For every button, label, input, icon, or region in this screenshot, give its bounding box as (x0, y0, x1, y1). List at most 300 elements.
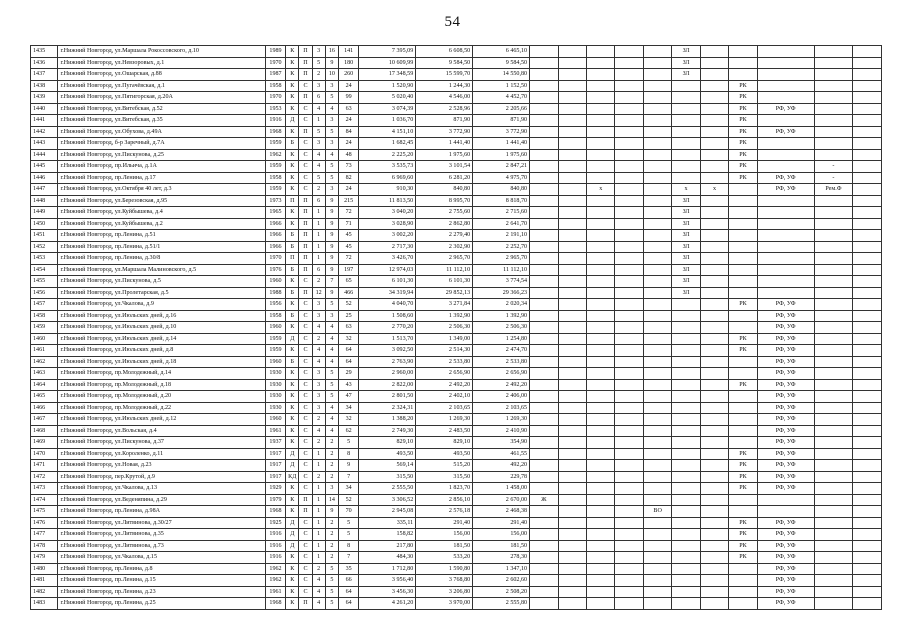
address-cell: г.Нижний Новгород, пр.Ленина, д.25 (58, 598, 265, 610)
mark-cell (757, 494, 814, 506)
mark-cell (586, 115, 614, 127)
table-row (31, 494, 882, 506)
mark-cell: Рем.Ф (814, 184, 853, 196)
mark-cell (814, 195, 853, 207)
type-cell: С (299, 471, 312, 483)
mark-cell (586, 506, 614, 518)
mark-cell (586, 437, 614, 449)
mark-cell (643, 207, 671, 219)
mark-cell (700, 448, 728, 460)
apartments-cell: 43 (338, 379, 358, 391)
mark-cell (853, 414, 882, 426)
material-cell: К (286, 276, 299, 288)
mark-cell (853, 103, 882, 115)
year-cell: 1959 (265, 333, 285, 345)
mark-cell (615, 264, 643, 276)
row-number: 1470 (31, 448, 58, 460)
mark-cell (853, 529, 882, 541)
material-cell: Д (286, 460, 299, 472)
residential-area-cell: 2 406,00 (473, 391, 530, 403)
mark-cell: РФ, УФ (757, 379, 814, 391)
mark-cell (643, 540, 671, 552)
mark-cell (643, 586, 671, 598)
total-area-cell: 2 801,50 (359, 391, 416, 403)
entrances-cell: 5 (325, 586, 338, 598)
mark-cell (530, 402, 558, 414)
address-cell: г.Нижний Новгород, ул.Чкалова, д.13 (58, 483, 265, 495)
type-cell: С (299, 483, 312, 495)
total-area-cell: 1 513,70 (359, 333, 416, 345)
row-number: 1466 (31, 402, 58, 414)
material-cell: К (286, 402, 299, 414)
entrances-cell: 2 (325, 471, 338, 483)
table-row (31, 506, 882, 518)
mark-cell (757, 506, 814, 518)
apartments-cell: 63 (338, 103, 358, 115)
floors-cell: 3 (312, 391, 325, 403)
mark-cell (643, 448, 671, 460)
apartments-cell: 180 (338, 57, 358, 69)
mark-cell (615, 230, 643, 242)
floors-cell: 1 (312, 253, 325, 265)
mark-cell (558, 310, 586, 322)
mark-cell: РФ, УФ (757, 460, 814, 472)
residential-area-cell: 492,20 (473, 460, 530, 472)
material-cell: К (286, 218, 299, 230)
residential-area-cell: 29 366,23 (473, 287, 530, 299)
mark-cell (558, 207, 586, 219)
year-cell: 1966 (265, 241, 285, 253)
mark-cell (729, 287, 757, 299)
mark-cell (814, 126, 853, 138)
mark-cell (558, 517, 586, 529)
apartments-cell: 34 (338, 402, 358, 414)
mark-cell: РФ, УФ (757, 356, 814, 368)
mark-cell (586, 92, 614, 104)
mark-cell (530, 425, 558, 437)
address-cell: г.Нижний Новгород, ул.Куйбышева, д.2 (58, 218, 265, 230)
entrances-cell: 5 (325, 126, 338, 138)
floors-cell: 2 (312, 437, 325, 449)
apartments-cell: 72 (338, 207, 358, 219)
mark-cell (853, 69, 882, 81)
mark-cell (853, 494, 882, 506)
apartments-cell: 45 (338, 230, 358, 242)
floors-cell: 1 (312, 115, 325, 127)
type-cell: П (299, 195, 312, 207)
mark-cell (615, 253, 643, 265)
address-cell: г.Нижний Новгород, ул.Куйбышева, д.4 (58, 207, 265, 219)
mark-cell (853, 207, 882, 219)
apartments-cell: 260 (338, 69, 358, 81)
mark-cell (586, 471, 614, 483)
table-row (31, 529, 882, 541)
mark-cell (853, 552, 882, 564)
mark-cell (853, 448, 882, 460)
mark-cell (700, 563, 728, 575)
living-area-cell: 1 392,90 (416, 310, 473, 322)
mark-cell (700, 172, 728, 184)
mark-cell (643, 460, 671, 472)
row-number: 1441 (31, 115, 58, 127)
mark-cell (853, 506, 882, 518)
mark-cell (558, 195, 586, 207)
mark-cell: РК (729, 379, 757, 391)
mark-cell (853, 241, 882, 253)
mark-cell (700, 299, 728, 311)
entrances-cell: 9 (325, 264, 338, 276)
mark-cell (700, 517, 728, 529)
residential-area-cell: 1 392,90 (473, 310, 530, 322)
entrances-cell: 5 (325, 299, 338, 311)
floors-cell: 1 (312, 207, 325, 219)
mark-cell (530, 437, 558, 449)
mark-cell (586, 529, 614, 541)
floors-cell: 1 (312, 506, 325, 518)
material-cell: П (286, 253, 299, 265)
mark-cell: РФ, УФ (757, 563, 814, 575)
material-cell: К (286, 379, 299, 391)
floors-cell: 2 (312, 276, 325, 288)
mark-cell (729, 402, 757, 414)
year-cell: 1970 (265, 253, 285, 265)
entrances-cell: 7 (325, 276, 338, 288)
mark-cell (643, 253, 671, 265)
entrances-cell: 2 (325, 517, 338, 529)
residential-area-cell: 2 252,70 (473, 241, 530, 253)
mark-cell: РК (729, 299, 757, 311)
floors-cell: 1 (312, 448, 325, 460)
mark-cell (586, 586, 614, 598)
mark-cell: РФ, УФ (757, 402, 814, 414)
type-cell: С (299, 299, 312, 311)
total-area-cell: 10 609,99 (359, 57, 416, 69)
residential-area-cell: 3 772,90 (473, 126, 530, 138)
mark-cell (672, 460, 700, 472)
mark-cell (814, 506, 853, 518)
mark-cell (530, 172, 558, 184)
mark-cell (757, 207, 814, 219)
type-cell: С (299, 460, 312, 472)
address-cell: г.Нижний Новгород, ул.Литвинова, д.73 (58, 540, 265, 552)
living-area-cell: 2 533,80 (416, 356, 473, 368)
mark-cell (814, 46, 853, 58)
row-number: 1460 (31, 333, 58, 345)
mark-cell (729, 310, 757, 322)
type-cell: П (299, 287, 312, 299)
living-area-cell: 2 862,80 (416, 218, 473, 230)
mark-cell (558, 471, 586, 483)
mark-cell (729, 563, 757, 575)
total-area-cell: 5 020,40 (359, 92, 416, 104)
floors-cell: 3 (312, 46, 325, 58)
address-cell: г.Нижний Новгород, ул.Ошарская, д.88 (58, 69, 265, 81)
mark-cell (558, 287, 586, 299)
mark-cell (814, 575, 853, 587)
address-cell: г.Нижний Новгород, ул.Новая, д.23 (58, 460, 265, 472)
entrances-cell: 4 (325, 103, 338, 115)
mark-cell (729, 586, 757, 598)
mark-cell (814, 586, 853, 598)
address-cell: г.Нижний Новгород, пр.Ленина, д.8 (58, 563, 265, 575)
mark-cell (586, 230, 614, 242)
material-cell: К (286, 57, 299, 69)
type-cell: С (299, 586, 312, 598)
mark-cell: ЗЛ (672, 57, 700, 69)
type-cell: П (299, 230, 312, 242)
mark-cell (700, 575, 728, 587)
mark-cell: ЗЛ (672, 276, 700, 288)
mark-cell (530, 460, 558, 472)
mark-cell (757, 241, 814, 253)
entrances-cell: 4 (325, 414, 338, 426)
mark-cell: РФ, УФ (757, 322, 814, 334)
entrances-cell: 5 (325, 391, 338, 403)
type-cell: П (299, 46, 312, 58)
mark-cell: РФ, УФ (757, 310, 814, 322)
type-cell: П (299, 241, 312, 253)
apartments-cell: 64 (338, 598, 358, 610)
address-cell: г.Нижний Новгород, пер.Крутой, д.9 (58, 471, 265, 483)
mark-cell: РФ, УФ (757, 552, 814, 564)
apartments-cell: 5 (338, 437, 358, 449)
mark-cell (558, 414, 586, 426)
row-number: 1450 (31, 218, 58, 230)
year-cell: 1960 (265, 276, 285, 288)
mark-cell (757, 161, 814, 173)
mark-cell (700, 391, 728, 403)
mark-cell (615, 138, 643, 150)
mark-cell (586, 563, 614, 575)
table-row (31, 379, 882, 391)
row-number: 1442 (31, 126, 58, 138)
living-area-cell: 6 281,20 (416, 172, 473, 184)
type-cell: С (299, 575, 312, 587)
residential-area-cell: 181,50 (473, 540, 530, 552)
living-area-cell: 2 302,90 (416, 241, 473, 253)
apartments-cell: 72 (338, 253, 358, 265)
residential-area-cell: 4 452,70 (473, 92, 530, 104)
residential-area-cell: 1 254,80 (473, 333, 530, 345)
year-cell: 1958 (265, 172, 285, 184)
type-cell: С (299, 391, 312, 403)
address-cell: г.Нижний Новгород, ул.Короленко, д.11 (58, 448, 265, 460)
total-area-cell: 2 770,20 (359, 322, 416, 334)
mark-cell (643, 517, 671, 529)
type-cell: С (299, 138, 312, 150)
mark-cell (672, 425, 700, 437)
table-row (31, 333, 882, 345)
floors-cell: 5 (312, 172, 325, 184)
residential-area-cell: 2 533,80 (473, 356, 530, 368)
mark-cell (853, 345, 882, 357)
mark-cell: РФ, УФ (757, 345, 814, 357)
entrances-cell: 9 (325, 195, 338, 207)
mark-cell (586, 540, 614, 552)
mark-cell (700, 149, 728, 161)
type-cell: П (299, 598, 312, 610)
mark-cell (814, 69, 853, 81)
row-number: 1440 (31, 103, 58, 115)
total-area-cell: 3 456,30 (359, 586, 416, 598)
mark-cell (586, 57, 614, 69)
living-area-cell: 2 965,70 (416, 253, 473, 265)
mark-cell: РК (729, 529, 757, 541)
mark-cell (729, 57, 757, 69)
mark-cell: ЗЛ (672, 46, 700, 58)
mark-cell (814, 552, 853, 564)
address-cell: г.Нижний Новгород, ул.Чкалова, д.15 (58, 552, 265, 564)
table-row (31, 218, 882, 230)
type-cell: С (299, 103, 312, 115)
floors-cell: 6 (312, 264, 325, 276)
registry-body (31, 46, 882, 610)
mark-cell (530, 126, 558, 138)
mark-cell (729, 195, 757, 207)
mark-cell (814, 241, 853, 253)
mark-cell: РФ, УФ (757, 172, 814, 184)
apartments-cell: 35 (338, 563, 358, 575)
year-cell: 1962 (265, 149, 285, 161)
mark-cell (814, 471, 853, 483)
total-area-cell: 3 306,52 (359, 494, 416, 506)
mark-cell: РФ, УФ (757, 103, 814, 115)
type-cell: С (299, 563, 312, 575)
mark-cell (814, 138, 853, 150)
mark-cell (729, 494, 757, 506)
row-number: 1446 (31, 172, 58, 184)
mark-cell (615, 529, 643, 541)
material-cell: Д (286, 115, 299, 127)
total-area-cell: 484,30 (359, 552, 416, 564)
mark-cell (530, 506, 558, 518)
material-cell: Б (286, 230, 299, 242)
mark-cell (757, 138, 814, 150)
mark-cell (558, 57, 586, 69)
mark-cell (700, 586, 728, 598)
mark-cell (530, 345, 558, 357)
mark-cell: РК (729, 92, 757, 104)
apartments-cell: 82 (338, 172, 358, 184)
mark-cell (530, 356, 558, 368)
table-row (31, 264, 882, 276)
living-area-cell: 871,90 (416, 115, 473, 127)
mark-cell (643, 46, 671, 58)
year-cell: 1968 (265, 598, 285, 610)
mark-cell (615, 586, 643, 598)
mark-cell (700, 552, 728, 564)
mark-cell (615, 437, 643, 449)
table-row (31, 80, 882, 92)
floors-cell: 2 (312, 414, 325, 426)
row-number: 1483 (31, 598, 58, 610)
entrances-cell: 4 (325, 345, 338, 357)
mark-cell: РК (729, 103, 757, 115)
row-number: 1457 (31, 299, 58, 311)
floors-cell: 12 (312, 287, 325, 299)
total-area-cell: 34 319,94 (359, 287, 416, 299)
entrances-cell: 9 (325, 253, 338, 265)
table-row (31, 230, 882, 242)
mark-cell (700, 414, 728, 426)
mark-cell (615, 310, 643, 322)
mark-cell (530, 299, 558, 311)
mark-cell (558, 264, 586, 276)
floors-cell: 3 (312, 368, 325, 380)
material-cell: К (286, 425, 299, 437)
mark-cell (700, 218, 728, 230)
mark-cell: ЗЛ (672, 253, 700, 265)
apartments-cell: 466 (338, 287, 358, 299)
mark-cell (615, 115, 643, 127)
mark-cell (643, 218, 671, 230)
entrances-cell: 4 (325, 333, 338, 345)
table-row (31, 322, 882, 334)
mark-cell (729, 575, 757, 587)
entrances-cell: 9 (325, 230, 338, 242)
table-row (31, 46, 882, 58)
living-area-cell: 3 970,00 (416, 598, 473, 610)
apartments-cell: 7 (338, 552, 358, 564)
row-number: 1481 (31, 575, 58, 587)
mark-cell (700, 92, 728, 104)
mark-cell (643, 149, 671, 161)
residential-area-cell: 2 715,60 (473, 207, 530, 219)
mark-cell: РФ, УФ (757, 448, 814, 460)
mark-cell (558, 598, 586, 610)
mark-cell (700, 253, 728, 265)
address-cell: г.Нижний Новгород, ул.Веденяпина, д.29 (58, 494, 265, 506)
mark-cell (530, 253, 558, 265)
mark-cell (672, 345, 700, 357)
material-cell: КД (286, 471, 299, 483)
total-area-cell: 2 763,90 (359, 356, 416, 368)
mark-cell (853, 126, 882, 138)
mark-cell (530, 161, 558, 173)
year-cell: 1959 (265, 161, 285, 173)
apartments-cell: 5 (338, 517, 358, 529)
mark-cell (643, 264, 671, 276)
mark-cell: ЗЛ (672, 207, 700, 219)
apartments-cell: 62 (338, 425, 358, 437)
mark-cell (672, 471, 700, 483)
mark-cell (814, 391, 853, 403)
floors-cell: 2 (312, 184, 325, 196)
total-area-cell: 1 508,60 (359, 310, 416, 322)
row-number: 1447 (31, 184, 58, 196)
mark-cell (558, 253, 586, 265)
living-area-cell: 2 514,30 (416, 345, 473, 357)
apartments-cell: 84 (338, 126, 358, 138)
mark-cell (643, 80, 671, 92)
year-cell: 1968 (265, 506, 285, 518)
mark-cell (814, 80, 853, 92)
mark-cell: РК (729, 483, 757, 495)
row-number: 1459 (31, 322, 58, 334)
mark-cell (672, 172, 700, 184)
material-cell: Б (286, 287, 299, 299)
mark-cell (530, 149, 558, 161)
mark-cell (586, 218, 614, 230)
total-area-cell: 2 717,30 (359, 241, 416, 253)
mark-cell (586, 46, 614, 58)
type-cell: П (299, 494, 312, 506)
material-cell: К (286, 437, 299, 449)
entrances-cell: 9 (325, 218, 338, 230)
mark-cell (643, 368, 671, 380)
apartments-cell: 64 (338, 356, 358, 368)
mark-cell (700, 230, 728, 242)
